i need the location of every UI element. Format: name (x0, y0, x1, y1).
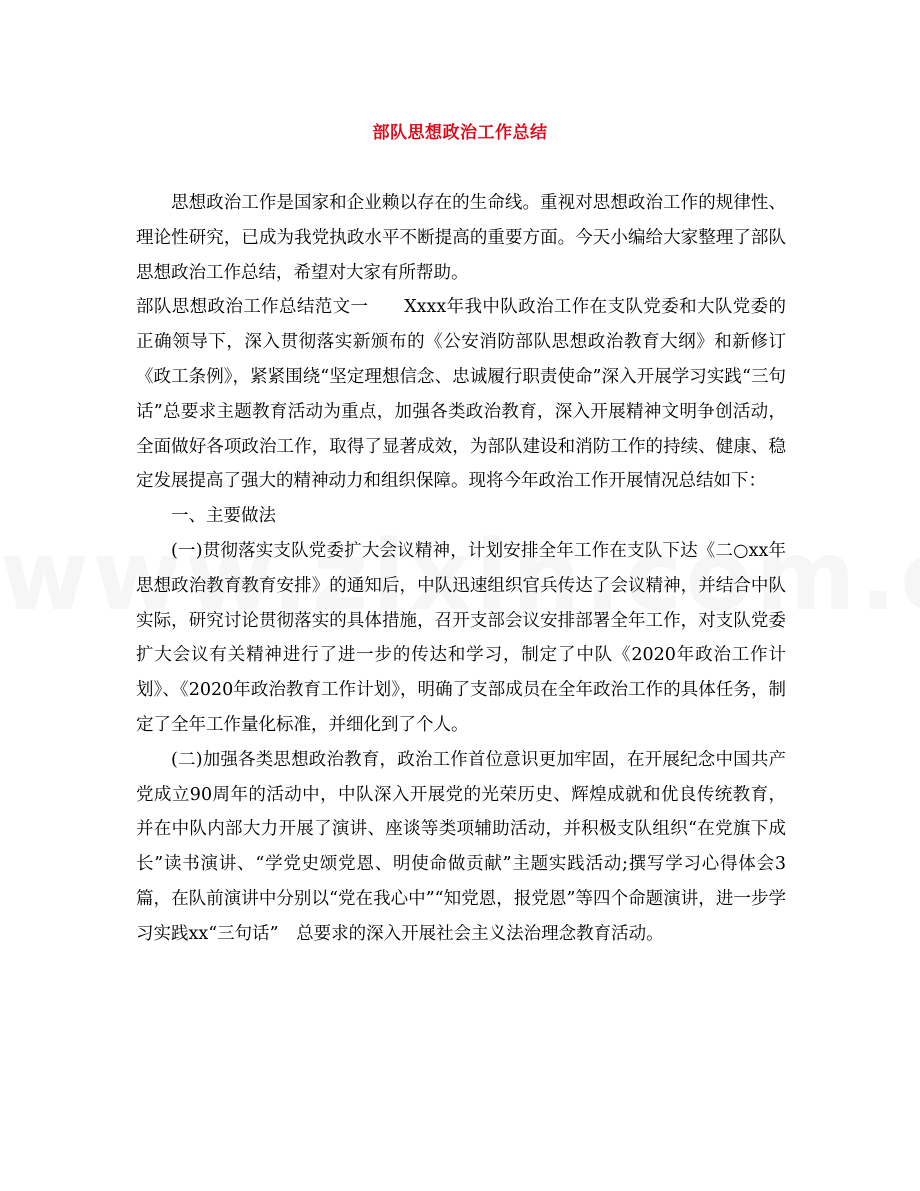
section-heading-main-practices: 一、主要做法 (171, 506, 276, 527)
intro-paragraph: 思想政治工作是国家和企业赖以存在的生命线。重视对思想政治工作的规律性、理论性研究，已成为我党执政水平不断提高的重要方面。今天小编给大家整理了部队思想政治工作总结，希望对大家有所帮助。 (136, 193, 786, 283)
document-body (136, 186, 786, 952)
document-title: 部队思想政治工作总结 (372, 123, 548, 143)
sample-one-paragraph: 部队思想政治工作总结范文一 Xxxx年我中队政治工作在支队党委和大队党委的正确领导下，深入贯彻落实新颁布的《公安消防部队思想政治教育大纲》和新修订《政工条例》，紧紧围绕“坚定理想信念、忠诚履行职责使命”深入开展学习实践“三句话”总要求主题教育活动为重点，加强各类政治教育，深入开展精神文明争创活动，全面做好各项政治工作，取得了显著成效，为部队建设和消防工作的持续、健康、稳定发展提高了强大的精神动力和组织保障。现将今年政治工作开展情况总结如下： (136, 297, 786, 492)
practice-one-paragraph: (一)贯彻落实支队党委扩大会议精神，计划安排全年工作在支队下达《二○xx年思想政治教育教育安排》的通知后，中队迅速组织官兵传达了会议精神，并结合中队实际，研究讨论贯彻落实的具体措施，召开支部会议安排部署全年工作，对支队党委扩大会议有关精神进行了进一步的传达和学习，制定了中队《2020年政治工作计划》、《2020年政治教育工作计划》，明确了支部成员在全年政治工作的具体任务，制定了全年工作量化标准，并细化到了个人。 (136, 540, 786, 735)
practice-two-paragraph: (二)加强各类思想政治教育，政治工作首位意识更加牢固，在开展纪念中国共产党成立90周年的活动中，中队深入开展党的光荣历史、辉煌成就和优良传统教育，并在中队内部大力开展了演讲、座谈等类项辅助活动，并积极支队组织“在党旗下成长”读书演讲、“学党史颂党恩、明使命做贡献”主题实践活动;撰写学习心得体会3篇，在队前演讲中分别以“党在我心中”“知党恩，报党恩”等四个命题演讲，进一步学习实践xx“三句话” 总要求的深入开展社会主义法治理念教育活动。 (136, 749, 786, 944)
